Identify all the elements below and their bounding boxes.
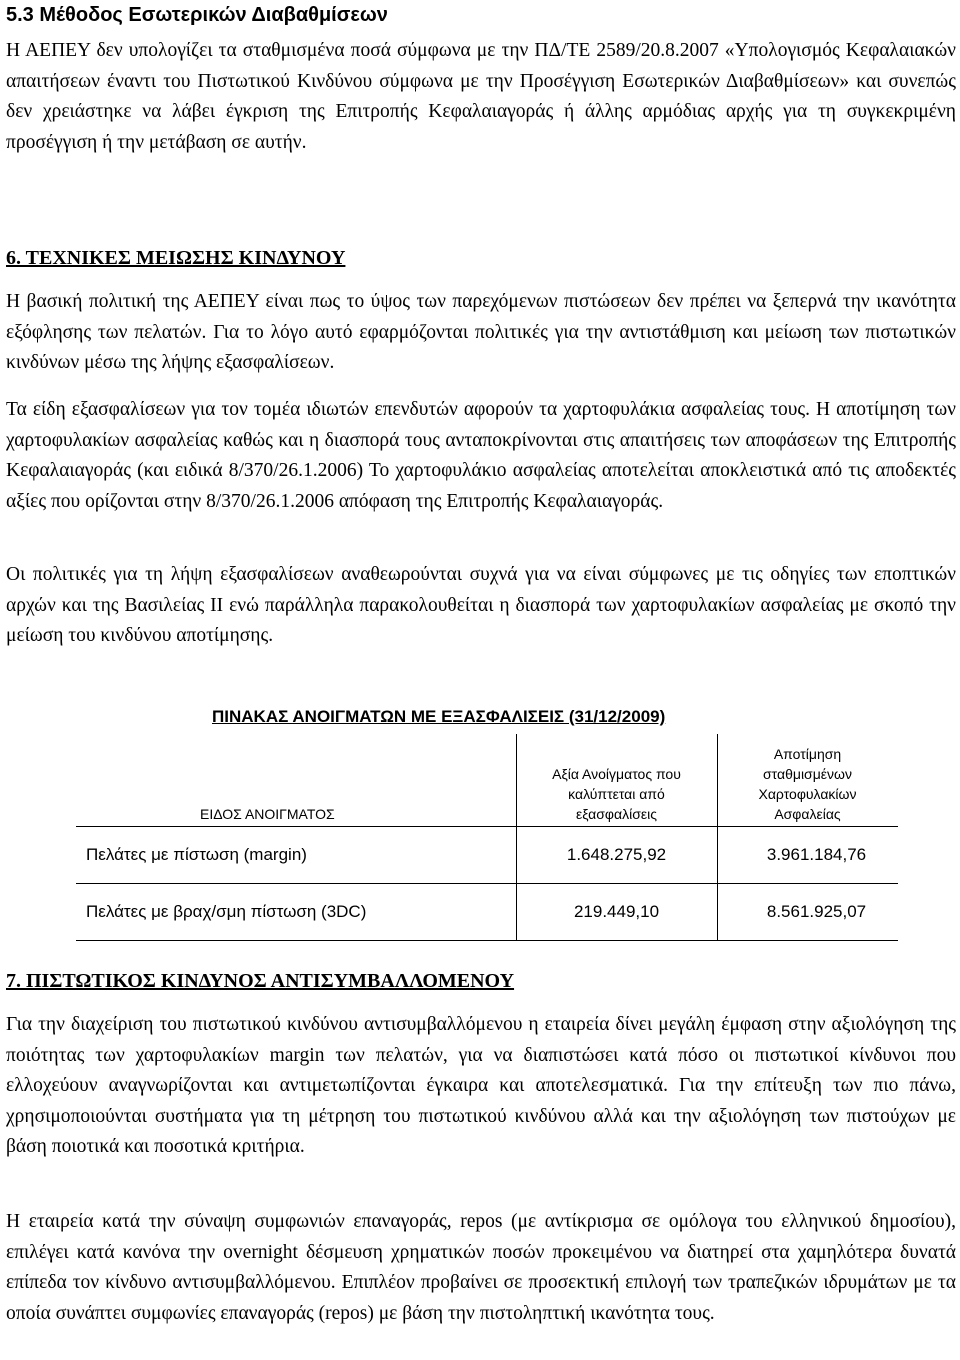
row-value: 219.449,10 [516, 884, 717, 941]
table-header-row [76, 734, 898, 827]
table-row [76, 884, 898, 941]
section-6-heading: 6. ΤΕΧΝΙΚΕΣ ΜΕΙΩΣΗΣ ΚΙΝΔΥΝΟΥ [6, 247, 346, 269]
section-6-paragraph-1: Η βασική πολιτική της ΑΕΠΕΥ είναι πως το ύψος των παρεχόμενων πιστώσεων δεν πρέπει να ξεπερνά την ικανότητα εξόφλησης των πελατών. Για το λόγο αυτό εφαρμόζονται πολιτικές για την αντιστάθμιση και μείωση των πιστωτικών κινδύνων μέσω της λήψης εξασφαλίσεων. [6, 291, 956, 374]
row-weighted: 8.561.925,07 [717, 884, 898, 941]
column-header-weighted [717, 734, 898, 827]
column-header-weighted-text: Αποτίμηση σταθμισμένων Χαρτοφυλακίων Ασφαλείας [758, 746, 857, 822]
section-7-paragraph-2: Η εταιρεία κατά την σύναψη συμφωνιών επαναγοράς, repos (με αντίκρισμα σε ομόλογα του ελληνικού δημοσίου), επιλέγει κατά κανόνα την overnight δέσμευση χρηματικών ποσών προκειμένου να διατηρεί στα χαμηλότερα δυνατά επίπεδα τον κίνδυνο αντισυμβαλλόμενου. Επιπλέον προβαίνει σε προσεκτική επιλογή των τραπεζικών ιδρυμάτων με τα οποία συνάπτει συμφωνίες επαναγοράς (repos) με βάση την πιστοληπτική ικανότητα τους. [6, 1211, 956, 1324]
section-7-heading: 7. ΠΙΣΤΩΤΙΚΟΣ ΚΙΝΔΥΝΟΣ ΑΝΤΙΣΥΜΒΑΛΛΟΜΕΝΟΥ [6, 970, 515, 992]
exposure-table [76, 734, 898, 941]
section-7-paragraph-1: Για την διαχείριση του πιστωτικού κινδύνου αντισυμβαλλόμενου η εταιρεία δίνει μεγάλη έμφαση στην αξιολόγηση της ποιότητας των χαρτοφυλακίων margin των πελατών, για να διαπιστώσει κατά πόσο οι πιστωτικοί κίνδυνοι που ελλοχεύουν αναγνωρίζονται και αντιμετωπίζονται έγκαιρα και αποτελεσματικά. Για την επίτευξη των πιο πάνω, χρησιμοποιούνται συστήματα για τη μέτρηση του πιστωτικού κινδύνου αλλά και την αξιολόγηση των πιστούχων με βάση ποιοτικά και ποσοτικά κριτήρια. [6, 1014, 956, 1158]
section-5-3-paragraph: Η ΑΕΠΕΥ δεν υπολογίζει τα σταθμισμένα ποσά σύμφωνα με την ΠΔ/ΤΕ 2589/20.8.2007 «Υπολογισμός Κεφαλαιακών απαιτήσεων έναντι του Πιστωτικού Κινδύνου σύμφωνα με την Προσέγγιση Εσωτερικών Διαβαθμίσεων» και συνεπώς δεν χρειάστηκε να λάβει έγκριση της Επιτροπής Κεφαλαιαγοράς ή άλλης αρμόδιας αρχής για τη συγκεκριμένη προσέγγιση ή την μετάβαση σε αυτήν. [6, 40, 956, 153]
column-header-value-text: Αξία Ανοίγματος που καλύπτεται από εξασφαλίσεις [552, 766, 681, 822]
section-5-3-heading: 5.3 Μέθοδος Εσωτερικών Διαβαθμίσεων [6, 4, 388, 26]
table-row [76, 827, 898, 884]
section-6-paragraph-3: Οι πολιτικές για τη λήψη εξασφαλίσεων αναθεωρούνται συχνά για να είναι σύμφωνες με τις οδηγίες των εποπτικών αρχών και της Βασιλείας ΙΙ ενώ παράλληλα παρακολουθείται η διασπορά των χαρτοφυλακίων ασφαλείας με σκοπό την μείωση του κινδύνου αποτίμησης. [6, 564, 956, 647]
row-value: 1.648.275,92 [516, 827, 717, 884]
row-weighted: 3.961.184,76 [717, 827, 898, 884]
row-label: Πελάτες με πίστωση (margin) [76, 827, 516, 884]
row-label: Πελάτες με βραχ/σμη πίστωση (3DC) [76, 884, 516, 941]
column-header-value [516, 734, 717, 827]
table-title: ΠΙΝΑΚΑΣ ΑΝΟΙΓΜΑΤΩΝ ΜΕ ΕΞΑΣΦΑΛΙΣΕΙΣ (31/12/2009) [212, 707, 666, 726]
section-6-paragraph-2: Τα είδη εξασφαλίσεων για τον τομέα ιδιωτών επενδυτών αφορούν τα χαρτοφυλάκια ασφαλείας τους. Η αποτίμηση των χαρτοφυλακίων ασφαλείας καθώς και η διασπορά τους ανταποκρίνονται στις απαιτήσεις των αποφάσεων της Επιτροπής Κεφαλαιαγοράς (και ειδικά 8/370/26.1.2006) Το χαρτοφυλάκιο ασφαλείας αποτελείται αποκλειστικά από τις αποδεκτές αξίες που ορίζονται στην 8/370/26.1.2006 απόφαση της Επιτροπής Κεφαλαιαγοράς. [6, 399, 956, 512]
column-header-type: ΕΙΔΟΣ ΑΝΟΙΓΜΑΤΟΣ [76, 734, 516, 827]
